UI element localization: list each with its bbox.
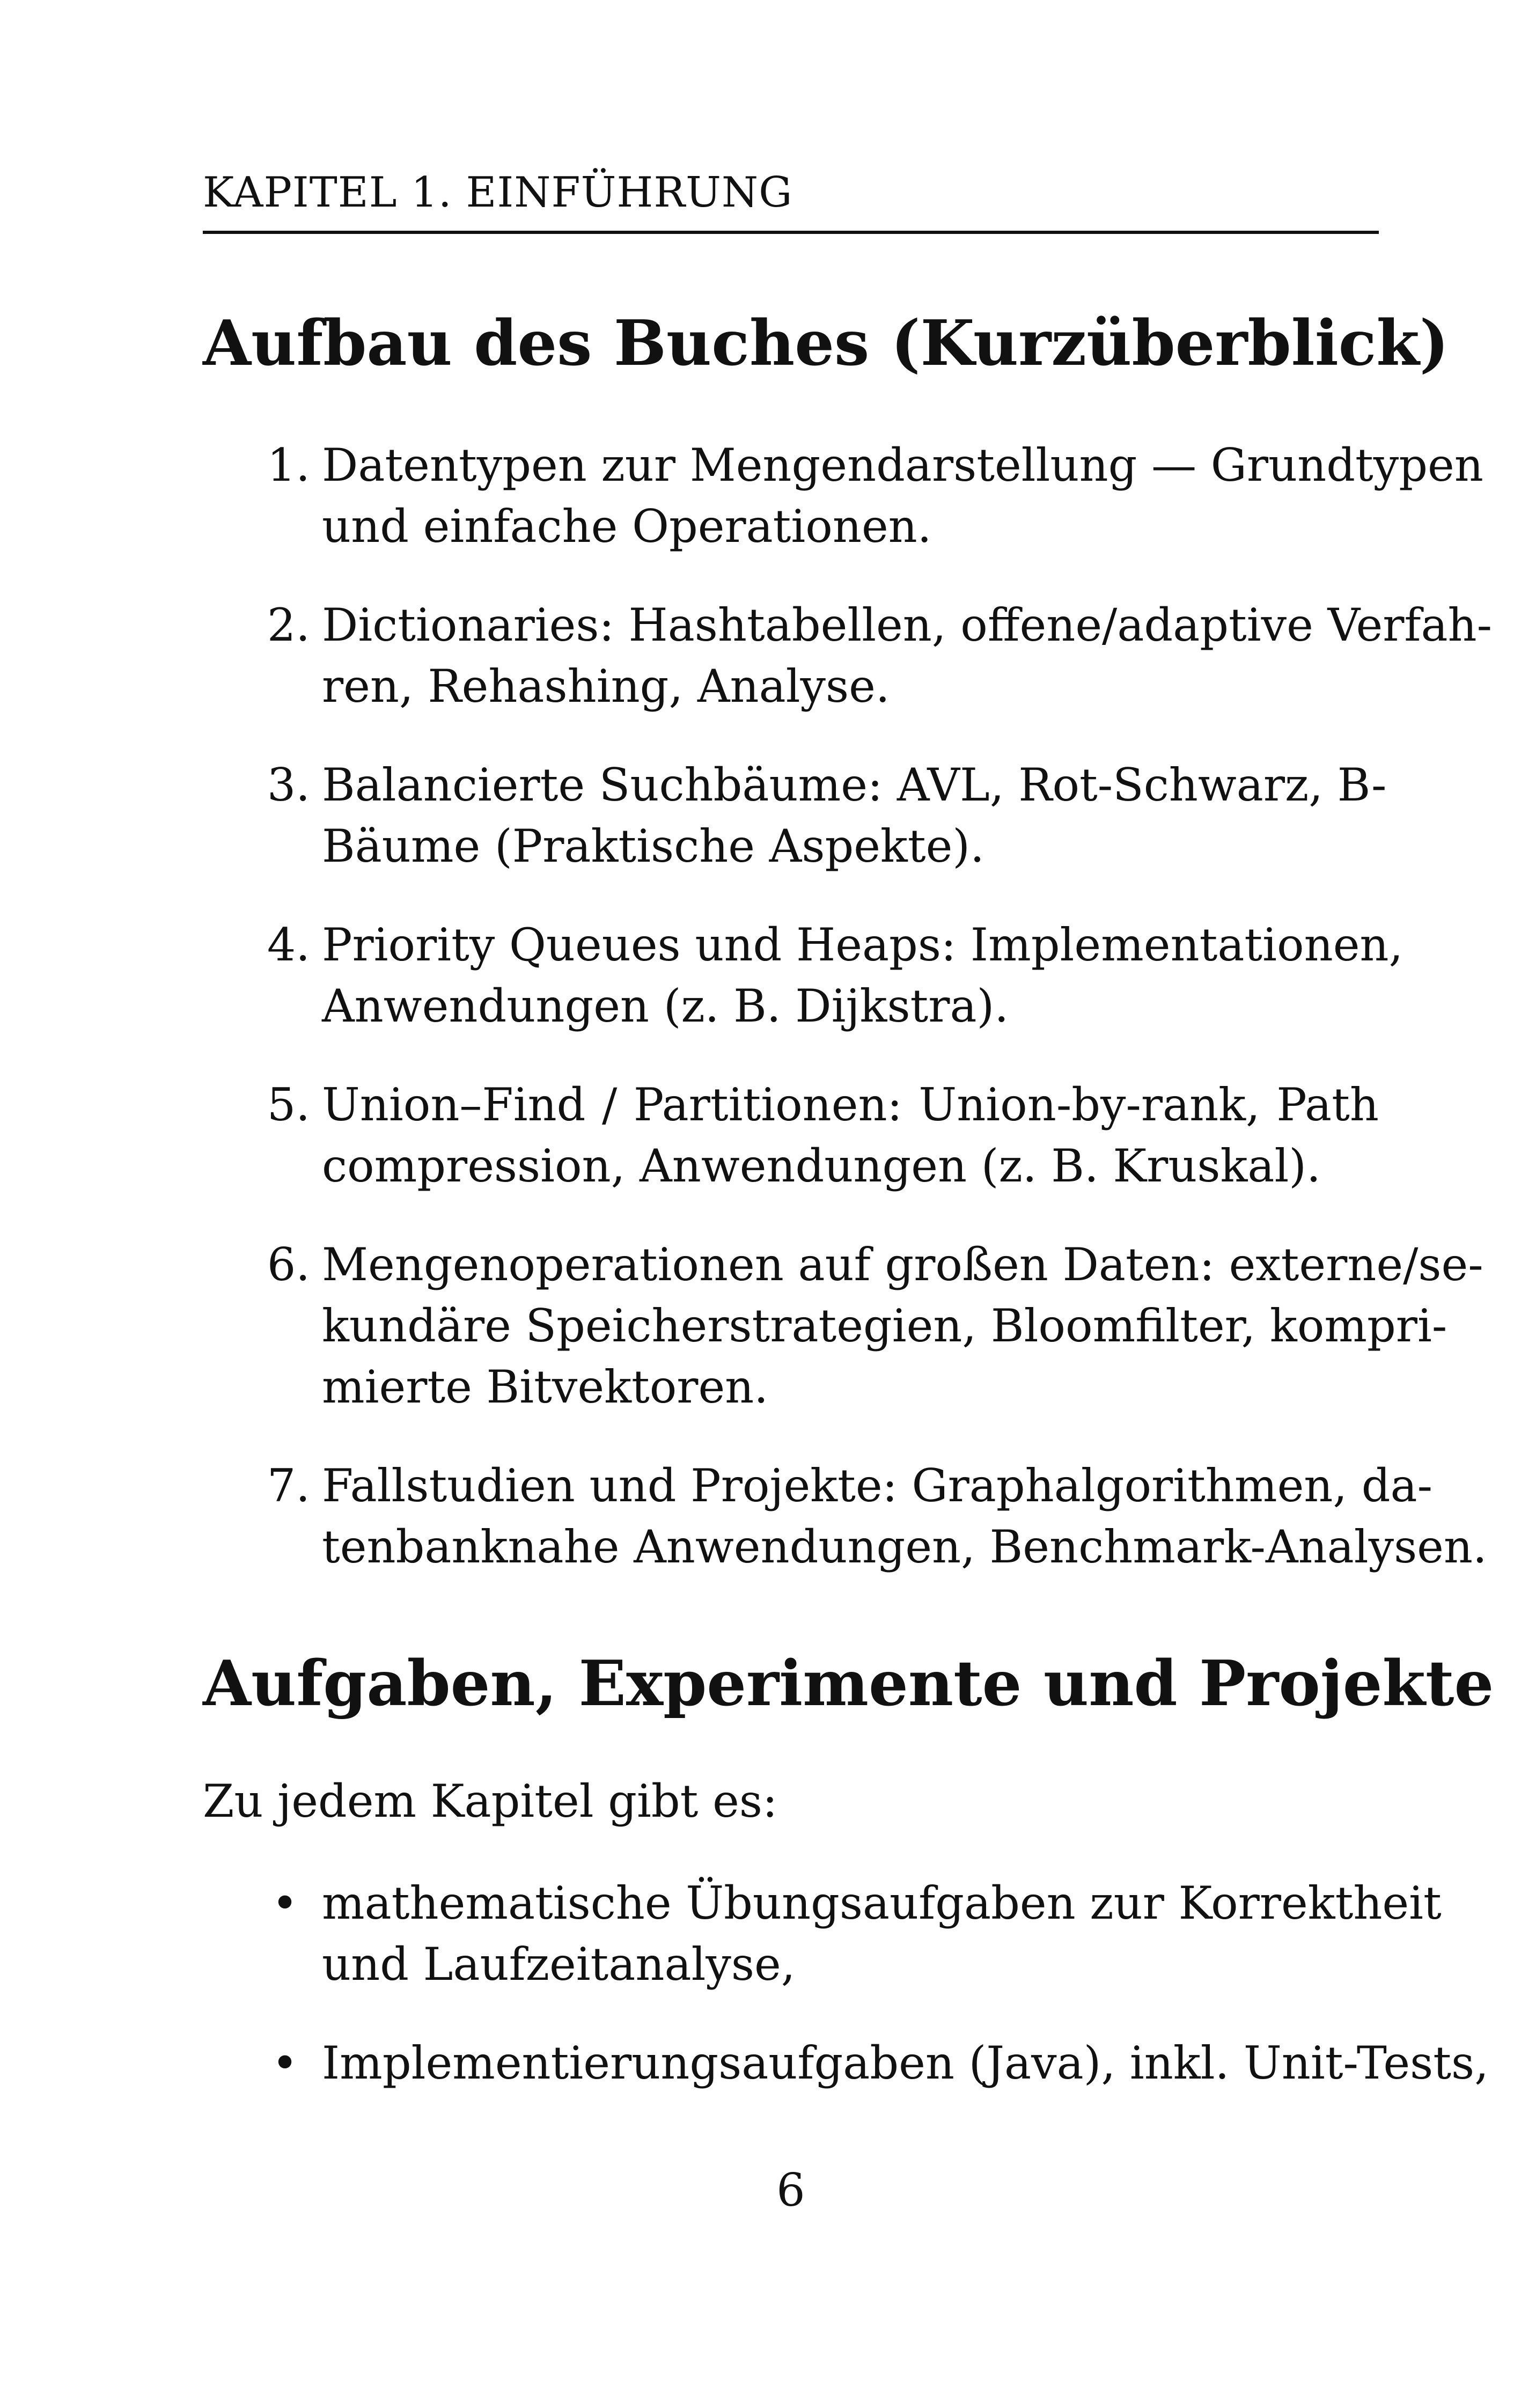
list-item-line: und einfache Operationen.: [322, 500, 932, 553]
running-head: KAPITEL 1. EINFÜHRUNG: [203, 172, 1379, 234]
list-item: [203, 1873, 1442, 1995]
chapter-overview-list: [203, 435, 1493, 1615]
list-item-number: 2.: [267, 599, 310, 651]
list-item: [203, 2032, 1489, 2094]
bullet-icon: •: [271, 1877, 298, 1929]
list-item-line: Dictionaries: Hashtabellen, offene/adaptive Verfah-: [322, 599, 1493, 651]
list-item: [203, 754, 1387, 877]
list-item-line: Implementierungsaufgaben (Java), inkl. Unit-Tests,: [322, 2037, 1489, 2089]
list-item-line: kundäre Speicherstrategien, Bloomfilter, kompri-: [322, 1300, 1447, 1352]
list-item: [203, 1074, 1379, 1196]
list-item-line: Balancierte Suchbäume: AVL, Rot-Schwarz, B-: [322, 759, 1387, 811]
list-item-line: compression, Anwendungen (z. B. Kruskal).: [322, 1140, 1321, 1192]
list-item-number: 5.: [267, 1078, 310, 1131]
list-item-line: Union–Find / Partitionen: Union-by-rank, Path: [322, 1078, 1379, 1131]
list-item-line: Bäume (Praktische Aspekte).: [322, 820, 984, 872]
page-number: 6: [776, 2164, 805, 2216]
section-heading-aufbau: Aufbau des Buches (Kurzüberblick): [203, 307, 1449, 380]
list-item: [203, 435, 1483, 557]
list-item-line: Priority Queues und Heaps: Implementationen,: [322, 919, 1404, 971]
list-item-number: 1.: [267, 439, 310, 491]
section-intro-text: Zu jedem Kapitel gibt es:: [203, 1775, 778, 1827]
list-item-line: Mengenoperationen auf großen Daten: externe/se-: [322, 1238, 1483, 1291]
list-item-line: mathematische Übungsaufgaben zur Korrektheit: [322, 1877, 1442, 1929]
bullet-icon: •: [271, 2037, 298, 2089]
list-item-line: und Laufzeitanalyse,: [322, 1938, 796, 1991]
list-item-number: 6.: [267, 1238, 310, 1291]
list-item-number: 3.: [267, 759, 310, 811]
list-item-number: 7.: [267, 1459, 310, 1512]
list-item-line: mierte Bitvektoren.: [322, 1361, 768, 1413]
list-item-line: Anwendungen (z. B. Dijkstra).: [322, 980, 1009, 1032]
exercise-types-list: [203, 1873, 1489, 2131]
list-item-line: Fallstudien und Projekte: Graphalgorithmen, da-: [322, 1459, 1433, 1512]
list-item: [203, 1234, 1483, 1418]
list-item-number: 4.: [267, 919, 310, 971]
list-item: [203, 914, 1404, 1037]
list-item: [203, 1455, 1487, 1577]
list-item: [203, 594, 1493, 717]
list-item-line: ren, Rehashing, Analyse.: [322, 660, 890, 713]
section-heading-aufgaben: Aufgaben, Experimente und Projekte: [203, 1647, 1494, 1720]
document-page: [203, 0, 1494, 2408]
list-item-line: tenbanknahe Anwendungen, Benchmark-Analysen.: [322, 1521, 1487, 1573]
list-item-line: Datentypen zur Mengendarstellung — Grundtypen: [322, 439, 1483, 491]
